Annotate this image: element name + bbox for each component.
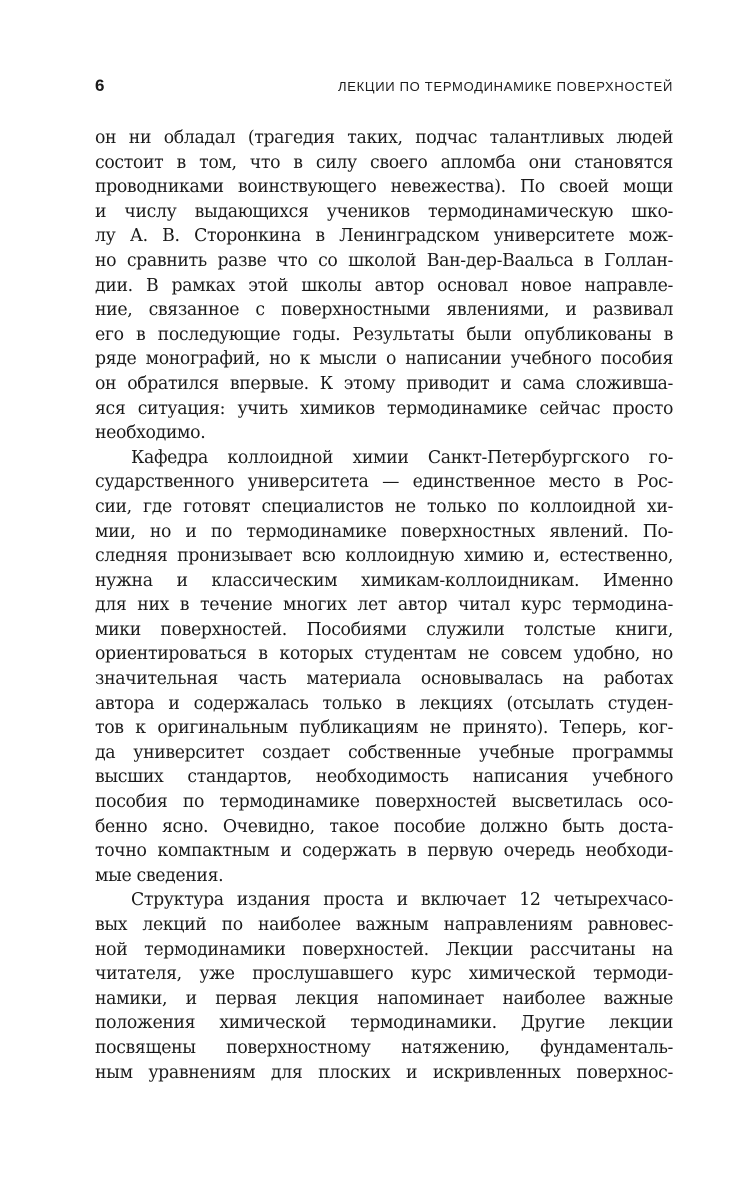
paragraph-1 [95, 126, 673, 446]
text-line: но сравнить разве что со школой Ван-дер-Ваальса в Голлан- [95, 250, 673, 271]
text-line: Структура издания проста и включает 12 четырехчасо- [131, 890, 673, 911]
text-line: лу А. В. Сторонкина в Ленинградском университете мож- [95, 226, 673, 247]
text-line: значительная часть материала основывалась на работах [95, 669, 673, 690]
body-text [95, 126, 673, 1085]
text-line: сударственного университета — единственное место в Рос- [95, 472, 673, 493]
text-line: дии. В рамках этой школы автор основал новое направле- [95, 275, 673, 296]
text-line: ориентироваться в которых студентам не совсем удобно, но [95, 644, 673, 665]
running-head: ЛЕКЦИИ ПО ТЕРМОДИНАМИКЕ ПОВЕРХНОСТЕЙ [338, 78, 673, 94]
text-line: ным уравнениям для плоских и искривленных поверхнос- [95, 1062, 673, 1083]
text-line: да университет создает собственные учебные программы [95, 742, 673, 763]
page-number: 6 [95, 76, 105, 95]
text-line: его в последующие годы. Результаты были опубликованы в [95, 324, 673, 345]
text-line: нужна и классическим химикам-коллоидникам. Именно [95, 570, 673, 591]
text-line: яся ситуация: учить химиков термодинамике сейчас просто [95, 398, 673, 419]
text-line: читателя, уже прослушавшего курс химической термоди- [95, 964, 673, 985]
text-line: автора и содержалась только в лекциях (отсылать студен- [95, 693, 673, 714]
text-line: мики поверхностей. Пособиями служили толстые книги, [95, 619, 673, 640]
text-line: и числу выдающихся учеников термодинамическую шко- [95, 201, 673, 222]
text-line: следняя пронизывает всю коллоидную химию и, естественно, [95, 546, 673, 567]
text-line: ние, связанное с поверхностными явлениями, и развивал [95, 300, 673, 321]
text-line: мии, но и по термодинамике поверхностных явлений. По- [95, 521, 673, 542]
text-line: ряде монографий, но к мысли о написании учебного пособия [95, 349, 673, 370]
text-line: он обратился впервые. К этому приводит и сама сложивша- [95, 373, 673, 394]
text-line: мые сведения. [95, 865, 224, 886]
text-line: намики, и первая лекция напоминает наиболее важные [95, 988, 673, 1009]
text-line: необходимо. [95, 423, 206, 444]
text-line: пособия по термодинамике поверхностей высветилась осо- [95, 792, 673, 813]
text-line: посвящены поверхностному натяжению, фундаменталь- [95, 1037, 673, 1058]
text-line: он ни обладал (трагедия таких, подчас талантливых людей [95, 128, 673, 148]
text-line: состоит в том, что в силу своего апломба они становятся [95, 152, 673, 173]
text-line: тов к оригинальным публикациям не принято). Теперь, ког- [95, 718, 673, 739]
text-line: Кафедра коллоидной химии Санкт-Петербургского го- [131, 447, 673, 468]
text-line: бенно ясно. Очевидно, такое пособие должно быть доста- [95, 816, 673, 837]
text-line: сии, где готовят специалистов не только по коллоидной хи- [95, 496, 673, 517]
paragraph-2 [95, 446, 673, 889]
text-line: вых лекций по наиболее важным направлениям равновес- [95, 915, 673, 935]
text-line: высших стандартов, необходимость написания учебного [95, 767, 673, 788]
text-line: для них в течение многих лет автор читал курс термодина- [95, 595, 673, 616]
text-line: ной термодинамики поверхностей. Лекции рассчитаны на [95, 939, 673, 960]
text-line: проводниками воинствующего невежества). По своей мощи [95, 177, 673, 198]
paragraph-3 [95, 888, 673, 1085]
text-line: положения химической термодинамики. Другие лекции [95, 1013, 673, 1034]
text-line: точно компактным и содержать в первую очередь необходи- [95, 841, 673, 862]
page-header [95, 74, 673, 98]
